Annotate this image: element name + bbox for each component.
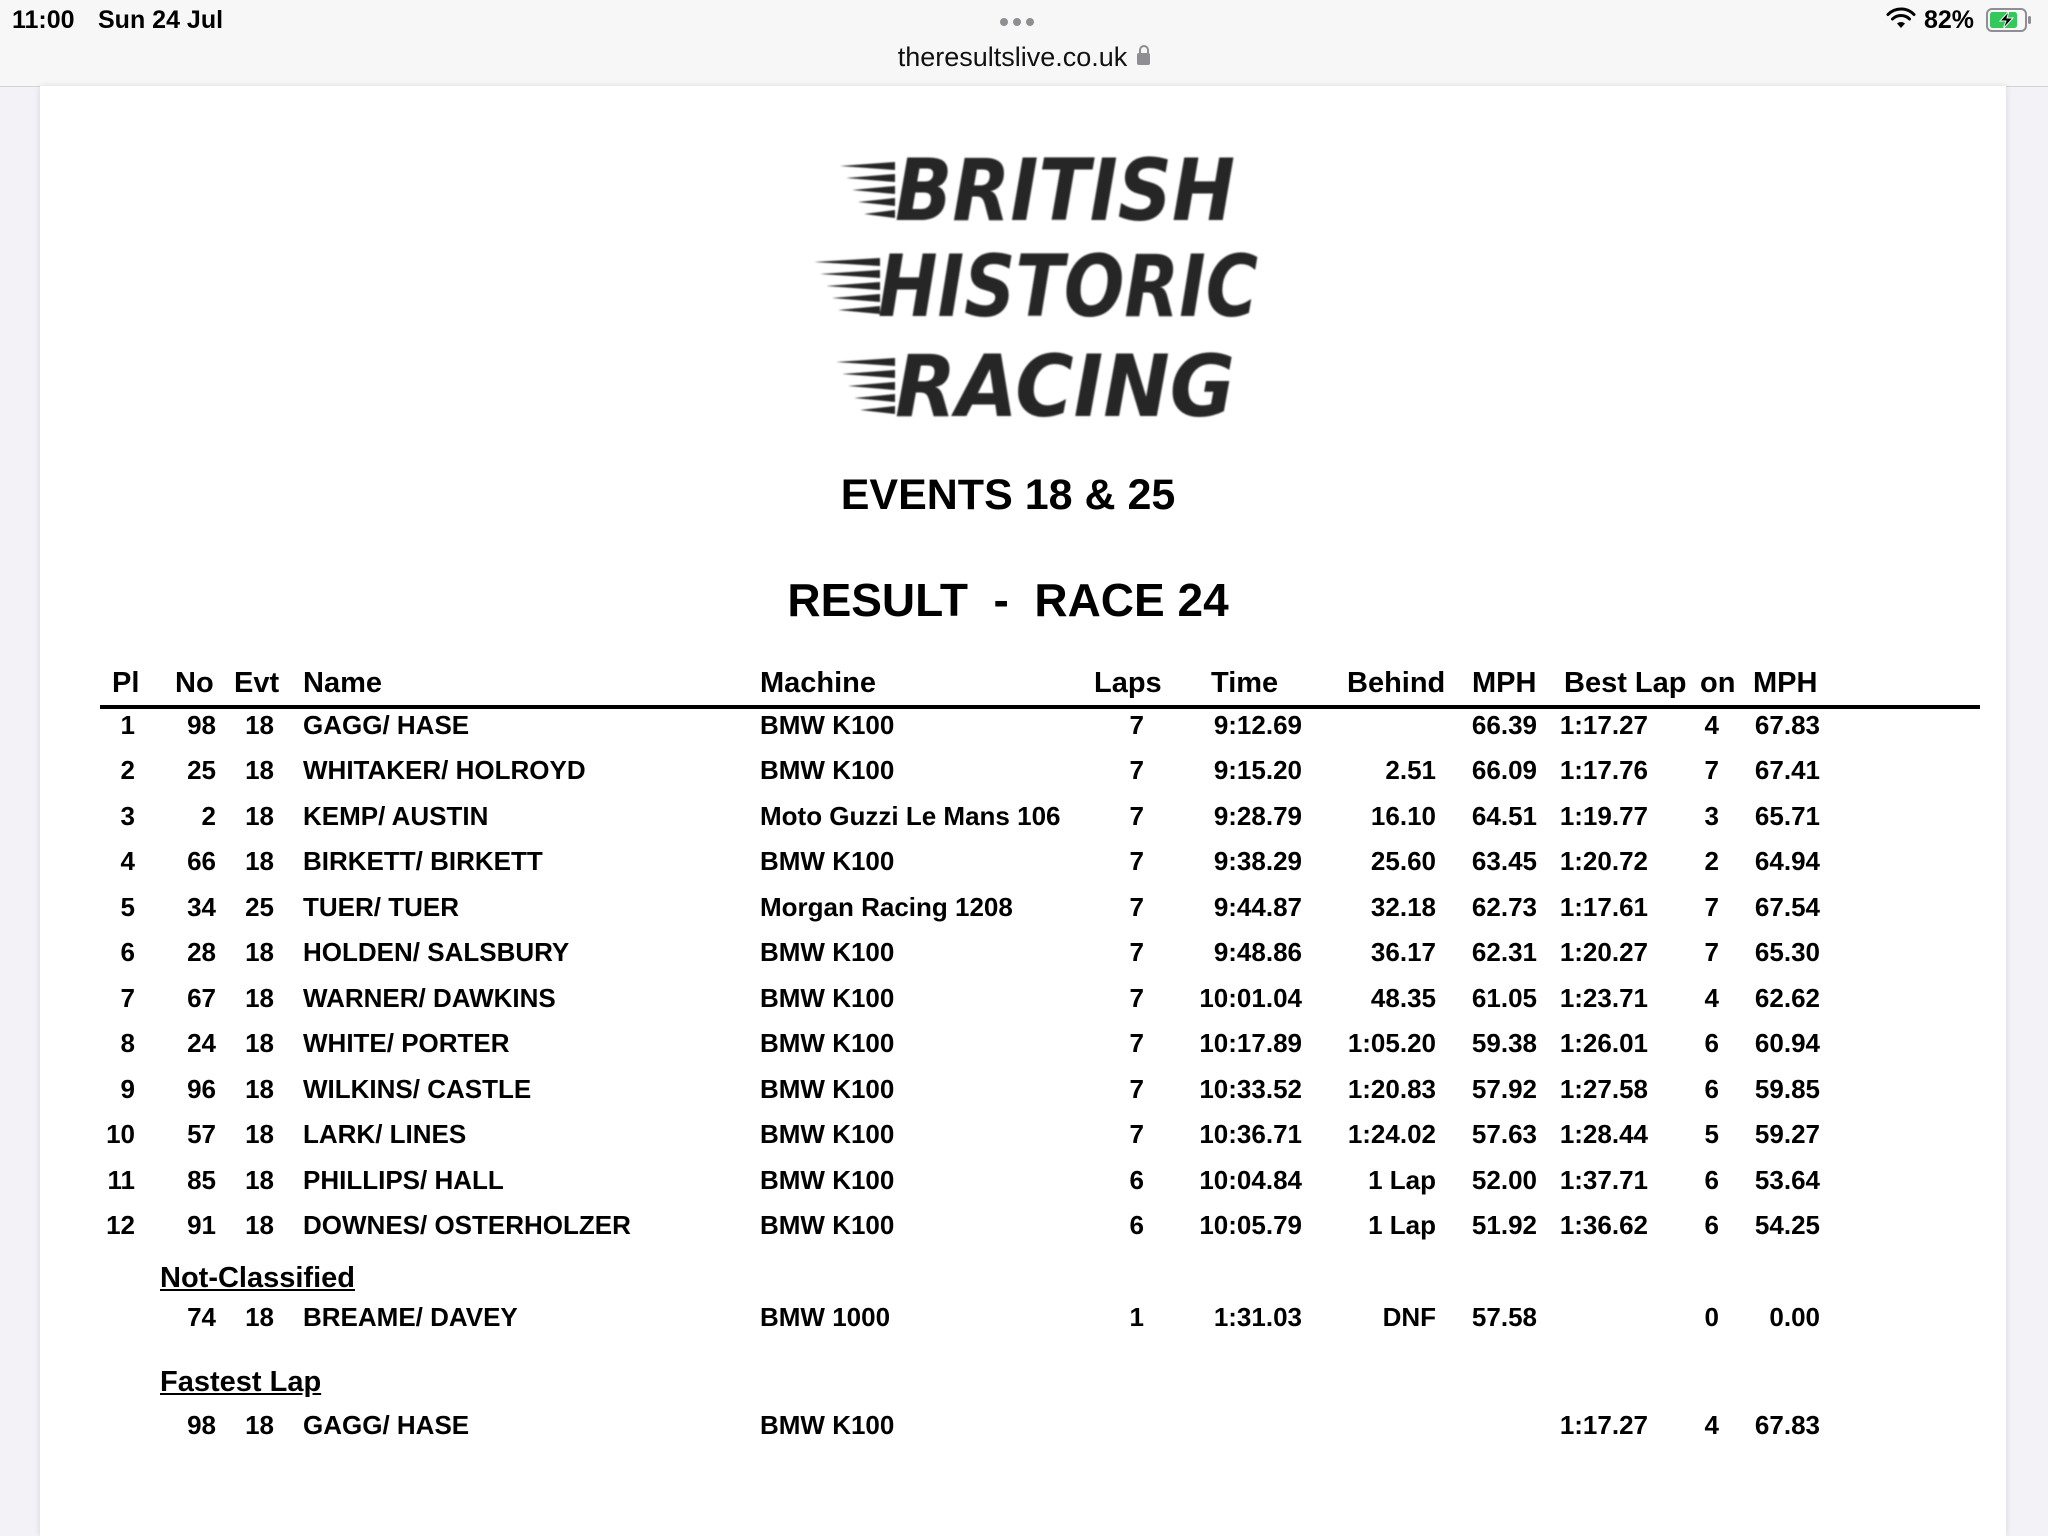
cell-no: 85 [187, 1165, 216, 1195]
cell-best-lap: 1:19.77 [1559, 801, 1648, 831]
cell-mph: 57.58 [1471, 1302, 1537, 1332]
cell-no: 28 [187, 937, 216, 967]
logo-line-3: RACING [895, 337, 1235, 437]
cell-laps: 7 [1129, 801, 1144, 831]
cell-best-mph: 62.62 [1754, 983, 1820, 1013]
cell-evt: 18 [245, 937, 274, 967]
cell-name: HOLDEN/ SALSBURY [303, 937, 570, 967]
cell-best-lap: 1:23.71 [1559, 983, 1648, 1013]
lock-icon [1137, 53, 1150, 65]
clock-date: Sun 24 Jul [98, 6, 224, 34]
cell-behind: DNF [1382, 1302, 1436, 1332]
cell-pl: 2 [120, 755, 135, 785]
cell-machine: BMW 1000 [760, 1302, 891, 1332]
cell-machine: BMW K100 [760, 1074, 895, 1104]
cell-mph: 62.31 [1471, 937, 1537, 967]
header-on: on [1700, 667, 1736, 699]
cell-name: LARK/ LINES [303, 1119, 467, 1149]
cell-evt: 18 [245, 1165, 274, 1195]
cell-machine: BMW K100 [760, 846, 895, 876]
header-evt: Evt [234, 667, 280, 699]
events-title: EVENTS 18 & 25 [840, 471, 1176, 519]
cell-mph: 64.51 [1471, 801, 1537, 831]
header-machine: Machine [760, 667, 877, 699]
cell-name: GAGG/ HASE [303, 710, 470, 740]
cell-on: 6 [1704, 1028, 1719, 1058]
cell-time: 1:31.03 [1213, 1302, 1302, 1332]
cell-pl: 7 [120, 983, 135, 1013]
cell-laps: 7 [1129, 710, 1144, 740]
cell-evt: 18 [245, 710, 274, 740]
cell-time: 10:04.84 [1199, 1165, 1302, 1195]
cell-machine: BMW K100 [760, 1210, 895, 1240]
cell-behind: 1 Lap [1368, 1165, 1436, 1195]
status-bar [0, 0, 2048, 87]
cell-no: 57 [187, 1119, 216, 1149]
header-no: No [175, 667, 214, 699]
cell-machine: BMW K100 [760, 710, 895, 740]
header-laps: Laps [1094, 667, 1162, 699]
logo-line-1: BRITISH [895, 141, 1235, 241]
cell-on: 7 [1704, 937, 1719, 967]
fastest-lap-heading: Fastest Lap [160, 1366, 322, 1398]
header-behind: Behind [1347, 667, 1446, 699]
cell-best-mph: 54.25 [1754, 1210, 1820, 1240]
results-page [40, 86, 2006, 1536]
cell-best-mph: 0.00 [1769, 1302, 1820, 1332]
cell-behind: 36.17 [1370, 937, 1436, 967]
cell-best-lap: 1:26.01 [1559, 1028, 1648, 1058]
cell-mph: 66.39 [1471, 710, 1537, 740]
cell-mph: 52.00 [1471, 1165, 1537, 1195]
cell-on: 6 [1704, 1074, 1719, 1104]
cell-mph: 57.92 [1471, 1074, 1537, 1104]
battery-charging-icon [1986, 8, 2032, 32]
clock-time: 11:00 [12, 6, 75, 34]
cell-best-mph: 67.83 [1754, 1410, 1820, 1440]
cell-on: 2 [1704, 846, 1719, 876]
cell-machine: BMW K100 [760, 1410, 895, 1440]
cell-best-mph: 65.30 [1754, 937, 1820, 967]
cell-pl: 9 [120, 1074, 135, 1104]
cell-behind: 1:20.83 [1347, 1074, 1436, 1104]
cell-on: 4 [1704, 983, 1719, 1013]
cell-best-mph: 59.85 [1754, 1074, 1820, 1104]
battery-percentage: 82% [1924, 6, 1975, 34]
cell-behind: 32.18 [1370, 892, 1436, 922]
cell-laps: 7 [1129, 755, 1144, 785]
logo-line-2: HISTORIC [878, 237, 1258, 337]
cell-best-mph: 59.27 [1754, 1119, 1820, 1149]
cell-behind: 1 Lap [1368, 1210, 1436, 1240]
cell-on: 6 [1704, 1210, 1719, 1240]
cell-pl: 8 [120, 1028, 135, 1058]
cell-evt: 18 [245, 1210, 274, 1240]
cell-on: 7 [1704, 755, 1719, 785]
cell-machine: BMW K100 [760, 1119, 895, 1149]
header-divider [100, 705, 1980, 709]
cell-on: 0 [1704, 1302, 1719, 1332]
cell-mph: 59.38 [1471, 1028, 1537, 1058]
cell-best-lap: 1:36.62 [1559, 1210, 1648, 1240]
cell-evt: 18 [245, 1410, 274, 1440]
cell-laps: 6 [1129, 1210, 1144, 1240]
cell-best-lap: 1:20.27 [1559, 937, 1648, 967]
cell-evt: 18 [245, 846, 274, 876]
cell-time: 9:38.29 [1213, 846, 1302, 876]
british-historic-racing-logo [800, 136, 1290, 437]
cell-no: 25 [187, 755, 216, 785]
cell-best-mph: 67.83 [1754, 710, 1820, 740]
cell-best-lap: 1:28.44 [1559, 1119, 1648, 1149]
cell-best-lap: 1:17.27 [1559, 1410, 1648, 1440]
cell-time: 9:15.20 [1213, 755, 1302, 785]
cell-laps: 7 [1129, 1119, 1144, 1149]
cell-on: 3 [1704, 801, 1719, 831]
cell-no: 96 [187, 1074, 216, 1104]
cell-name: DOWNES/ OSTERHOLZER [303, 1210, 631, 1240]
cell-best-lap: 1:17.76 [1559, 755, 1648, 785]
cell-best-lap: 1:20.72 [1559, 846, 1648, 876]
not-classified-heading: Not-Classified [160, 1262, 355, 1294]
cell-laps: 7 [1129, 1028, 1144, 1058]
cell-best-lap: 1:17.27 [1559, 710, 1648, 740]
header-time: Time [1211, 667, 1279, 699]
cell-machine: BMW K100 [760, 755, 895, 785]
cell-best-lap: 1:27.58 [1559, 1074, 1648, 1104]
cell-time: 10:33.52 [1199, 1074, 1302, 1104]
cell-time: 9:48.86 [1213, 937, 1302, 967]
cell-pl: 3 [120, 801, 135, 831]
cell-best-lap: 1:17.61 [1559, 892, 1648, 922]
cell-behind: 48.35 [1370, 983, 1436, 1013]
cell-name: BREAME/ DAVEY [303, 1302, 518, 1332]
cell-machine: BMW K100 [760, 937, 895, 967]
cell-best-mph: 60.94 [1754, 1028, 1820, 1058]
cell-name: TUER/ TUER [303, 892, 459, 922]
cell-name: WILKINS/ CASTLE [303, 1074, 532, 1104]
cell-on: 4 [1704, 710, 1719, 740]
cell-no: 67 [187, 983, 216, 1013]
cell-mph: 62.73 [1471, 892, 1537, 922]
cell-laps: 7 [1129, 846, 1144, 876]
cell-time: 10:17.89 [1199, 1028, 1302, 1058]
cell-mph: 66.09 [1471, 755, 1537, 785]
header-pl: Pl [112, 667, 140, 699]
cell-mph: 51.92 [1471, 1210, 1537, 1240]
cell-pl: 12 [106, 1210, 135, 1240]
cell-evt: 18 [245, 983, 274, 1013]
cell-name: WARNER/ DAWKINS [303, 983, 556, 1013]
cell-machine: Morgan Racing 1208 [760, 892, 1013, 922]
header-best-mph: MPH [1753, 667, 1818, 699]
cell-no: 66 [187, 846, 216, 876]
cell-evt: 18 [245, 755, 274, 785]
cell-laps: 7 [1129, 983, 1144, 1013]
address-bar[interactable] [0, 42, 2048, 73]
cell-on: 6 [1704, 1165, 1719, 1195]
cell-time: 9:28.79 [1213, 801, 1302, 831]
cell-no: 24 [187, 1028, 216, 1058]
cell-name: GAGG/ HASE [303, 1410, 470, 1440]
cell-behind: 16.10 [1370, 801, 1436, 831]
cell-no: 91 [187, 1210, 216, 1240]
cell-on: 7 [1704, 892, 1719, 922]
cell-on: 5 [1704, 1119, 1719, 1149]
more-options-icon[interactable] [1000, 18, 1034, 26]
cell-name: WHITAKER/ HOLROYD [303, 755, 586, 785]
cell-mph: 57.63 [1471, 1119, 1537, 1149]
cell-behind: 2.51 [1385, 755, 1436, 785]
cell-mph: 63.45 [1471, 846, 1537, 876]
cell-name: PHILLIPS/ HALL [303, 1165, 504, 1195]
cell-machine: BMW K100 [760, 1028, 895, 1058]
cell-pl: 10 [106, 1119, 135, 1149]
cell-best-lap: 1:37.71 [1559, 1165, 1648, 1195]
cell-mph: 61.05 [1471, 983, 1537, 1013]
header-best-lap: Best Lap [1564, 667, 1687, 699]
cell-behind: 25.60 [1370, 846, 1436, 876]
cell-laps: 1 [1129, 1302, 1144, 1332]
cell-pl: 5 [120, 892, 135, 922]
cell-evt: 18 [245, 801, 274, 831]
cell-laps: 6 [1129, 1165, 1144, 1195]
cell-no: 2 [201, 801, 216, 831]
cell-time: 9:12.69 [1213, 710, 1302, 740]
cell-time: 10:05.79 [1199, 1210, 1302, 1240]
cell-on: 4 [1704, 1410, 1719, 1440]
cell-evt: 18 [245, 1119, 274, 1149]
header-mph: MPH [1472, 667, 1537, 699]
cell-evt: 18 [245, 1302, 274, 1332]
cell-time: 10:01.04 [1199, 983, 1302, 1013]
cell-name: WHITE/ PORTER [303, 1028, 510, 1058]
cell-evt: 25 [245, 892, 274, 922]
cell-pl: 6 [120, 937, 135, 967]
cell-best-mph: 53.64 [1754, 1165, 1820, 1195]
cell-laps: 7 [1129, 937, 1144, 967]
cell-no: 74 [187, 1302, 216, 1332]
cell-pl: 4 [120, 846, 135, 876]
cell-name: KEMP/ AUSTIN [303, 801, 489, 831]
cell-laps: 7 [1129, 892, 1144, 922]
header-name: Name [303, 667, 382, 699]
cell-pl: 1 [120, 710, 135, 740]
url-text: theresultslive.co.uk [897, 42, 1128, 72]
cell-behind: 1:05.20 [1347, 1028, 1436, 1058]
cell-time: 9:44.87 [1213, 892, 1302, 922]
cell-name: BIRKETT/ BIRKETT [303, 846, 543, 876]
cell-machine: BMW K100 [760, 1165, 895, 1195]
cell-evt: 18 [245, 1074, 274, 1104]
cell-no: 98 [187, 710, 216, 740]
cell-best-mph: 65.71 [1754, 801, 1820, 831]
cell-machine: BMW K100 [760, 983, 895, 1013]
cell-no: 98 [187, 1410, 216, 1440]
cell-pl: 11 [107, 1165, 135, 1195]
wifi-icon [1886, 8, 1916, 30]
cell-time: 10:36.71 [1199, 1119, 1302, 1149]
cell-machine: Moto Guzzi Le Mans 106 [760, 801, 1061, 831]
cell-no: 34 [187, 892, 216, 922]
cell-best-mph: 67.41 [1754, 755, 1820, 785]
cell-evt: 18 [245, 1028, 274, 1058]
race-title: RESULT - RACE 24 [787, 574, 1229, 626]
cell-best-mph: 64.94 [1754, 846, 1820, 876]
cell-best-mph: 67.54 [1754, 892, 1820, 922]
cell-behind: 1:24.02 [1347, 1119, 1436, 1149]
cell-laps: 7 [1129, 1074, 1144, 1104]
